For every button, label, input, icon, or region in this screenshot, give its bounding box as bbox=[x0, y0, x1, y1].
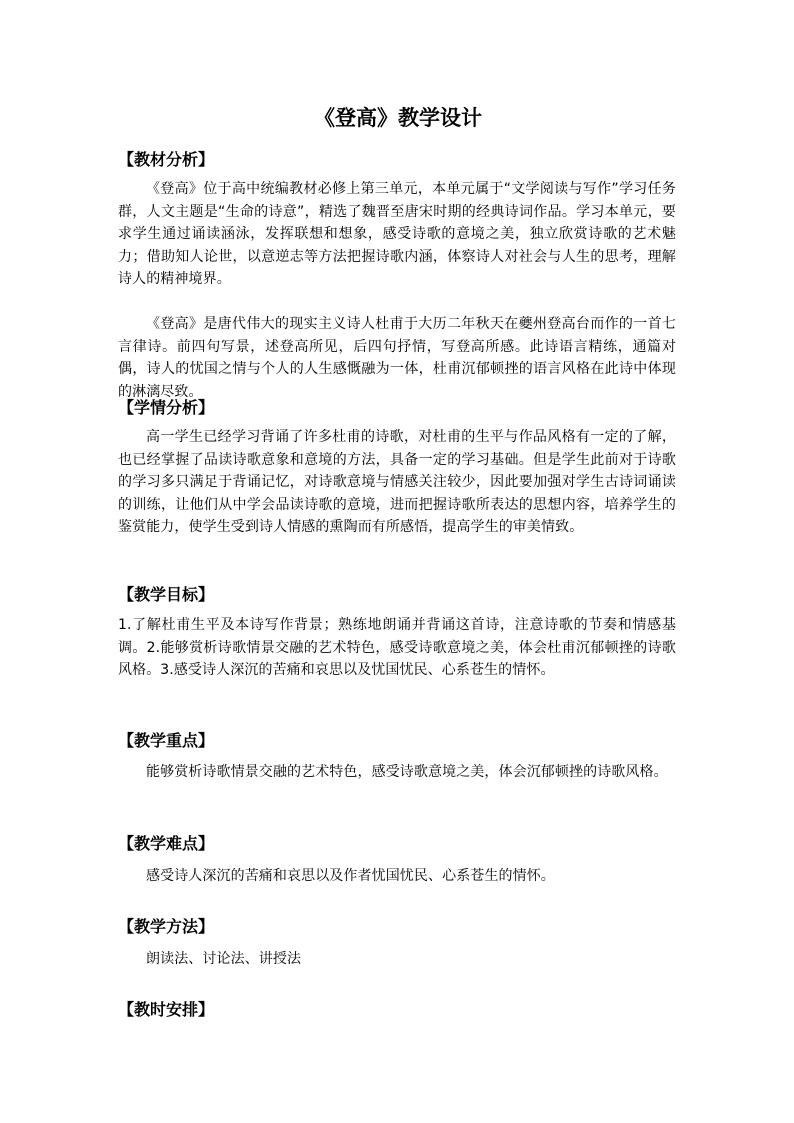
heading-teaching-methods: 【教学方法】 bbox=[118, 917, 215, 936]
paragraph-student-analysis: 高一学生已经学习背诵了许多杜甫的诗歌，对杜甫的生平与作品风格有一定的了解，也已经掌握了品读诗歌意象和意境的方法，具备一定的学习基础。但是学生此前对于诗歌的学习多只满足于背诵记忆，对诗歌意境与情感关注较少，因此要加强对学生古诗词诵读的训练，让他们从中学会品读诗歌的意境，进而把握诗歌所表达的思想内容，培养学生的鉴赏能力，使学生受到诗人情感的熏陶而有所感悟，提高学生的审美情致。 bbox=[118, 429, 676, 535]
heading-teaching-goals: 【教学目标】 bbox=[118, 585, 215, 604]
document-title: 《登高》教学设计 bbox=[314, 105, 482, 130]
heading-class-schedule: 【教时安排】 bbox=[118, 1000, 215, 1019]
heading-student-analysis: 【学情分析】 bbox=[118, 398, 215, 417]
heading-teaching-difficulties: 【教学难点】 bbox=[118, 834, 215, 853]
paragraph-material-2: 《登高》是唐代伟大的现实主义诗人杜甫于大历二年秋天在夔州登高台而作的一首七言律诗。前四句写景，述登高所见，后四句抒情，写登高所感。此诗语言精练，通篇对偶，诗人的忧国之情与个人的人生感慨融为一体，杜甫沉郁顿挫的语言风格在此诗中体现的淋漓尽致。 bbox=[118, 316, 676, 400]
heading-teaching-keypoints: 【教学重点】 bbox=[118, 731, 215, 750]
paragraph-teaching-keypoints: 能够赏析诗歌情景交融的艺术特色，感受诗歌意境之美，体会沉郁顿挫的诗歌风格。 bbox=[146, 764, 668, 780]
paragraph-material-1: 《登高》位于高中统编教材必修上第三单元，本单元属于“文学阅读与写作”学习任务群，人文主题是“生命的诗意”，精选了魏晋至唐宋时期的经典诗词作品。学习本单元，要求学生通过诵读涵泳，发挥联想和想象，感受诗歌的意境之美，独立欣赏诗歌的艺术魅力；借助知人论世，以意逆志等方法把握诗歌内涵，体察诗人对社会与人生的思考，理解诗人的精神境界。 bbox=[118, 181, 676, 287]
paragraph-teaching-methods: 朗读法、讨论法、讲授法 bbox=[146, 951, 302, 967]
paragraph-teaching-difficulties: 感受诗人深沉的苦痛和哀思以及作者忧国忧民、心系苍生的情怀。 bbox=[146, 868, 555, 884]
heading-material-analysis: 【教材分析】 bbox=[118, 150, 215, 169]
paragraph-teaching-goals: 1.了解杜甫生平及本诗写作背景；熟练地朗诵并背诵这首诗，注意诗歌的节奏和情感基调。2.能够赏析诗歌情景交融的艺术特色，感受诗歌意境之美，体会杜甫沉郁顿挫的诗歌风格。3.感受诗人深沉的苦痛和哀思以及忧国忧民、心系苍生的情怀。 bbox=[118, 617, 676, 678]
